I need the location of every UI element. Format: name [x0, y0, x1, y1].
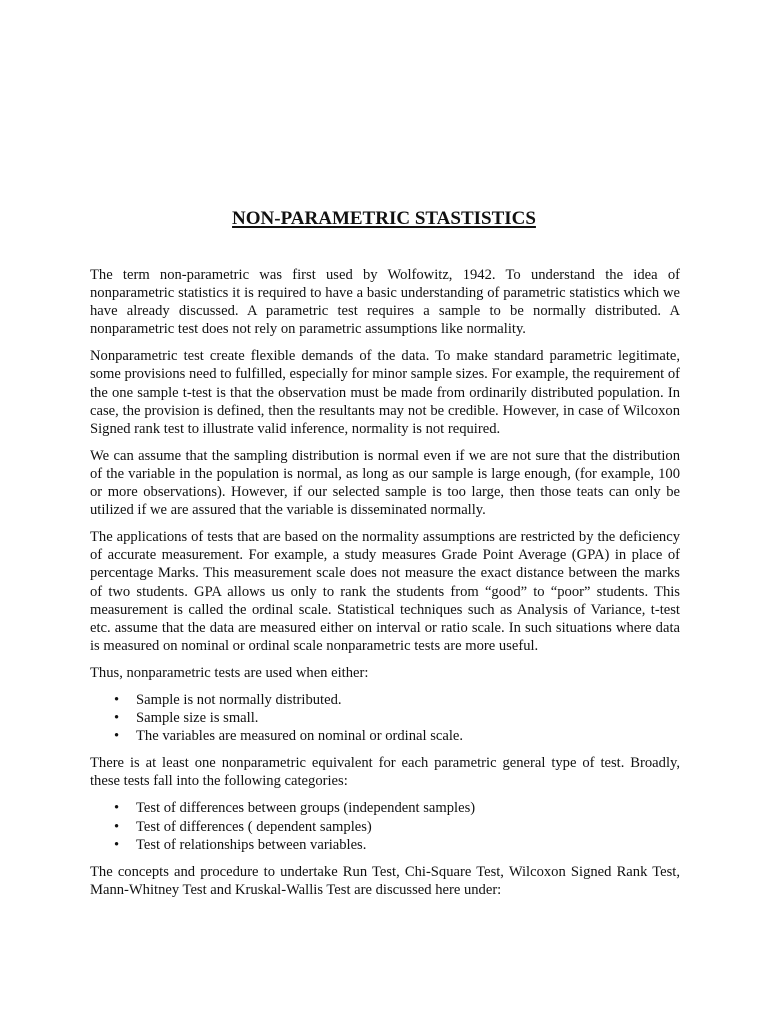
list-item	[90, 799, 680, 817]
list-item-text: Test of relationships between variables.	[136, 836, 367, 853]
page-title	[0, 207, 768, 231]
bullet-icon: •	[114, 691, 120, 708]
bullet-icon: •	[114, 728, 120, 745]
list-item	[90, 727, 680, 745]
bullet-icon: •	[114, 800, 120, 817]
list-item-text: Sample size is small.	[136, 710, 259, 727]
paragraph-when-used: Thus, nonparametric tests are used when either:	[90, 664, 369, 681]
paragraph-closing: The concepts and procedure to undertake Run Test, Chi-Square Test, Wilcoxon Signed Rank Test, Mann-Whitney Test and Kruskal-Wallis Test are discussed here under:	[90, 863, 680, 898]
list-when-used	[90, 691, 680, 745]
list-item	[90, 691, 680, 709]
list-item-text: Test of differences ( dependent samples)	[136, 818, 372, 835]
paragraph-intro: The term non-parametric was first used by Wolfowitz, 1942. To understand the idea of nonparametric statistics it is required to have a basic understanding of parametric statistics which we have already discussed. A parametric test requires a sample to be normally distributed. A nonparametric test does not rely on parametric assumptions like normality.	[90, 267, 680, 338]
paragraph-sampling-distribution: We can assume that the sampling distribution is normal even if we are not sure that the distribution of the variable in the population is normal, as long as our sample is large enough, (for example, 100 or more observations). However, if our selected sample is too large, then those teats can only be utilized if we are assured that the variable is disseminated normally.	[90, 447, 680, 519]
list-item	[90, 836, 680, 854]
bullet-icon: •	[114, 836, 120, 853]
paragraph-applications: The applications of tests that are based on the normality assumptions are restricted by the deficiency of accurate measurement. For example, a study measures Grade Point Average (GPA) in place of percentage Marks. This measurement scale does not measure the exact distance between the marks of two students. GPA allows us only to rank the students from “good” to “poor” students. This measurement is called the ordinal scale. Statistical techniques such as Analysis of Variance, t-test etc. assume that the data are measured either on interval or ratio scale. In such situations where data is measured on nominal or ordinal scale nonparametric tests are more useful.	[90, 529, 680, 654]
document-body	[90, 266, 680, 908]
list-item-text: The variables are measured on nominal or ordinal scale.	[136, 728, 464, 745]
list-item-text: Test of differences between groups (independent samples)	[136, 800, 476, 817]
list-item	[90, 818, 680, 836]
bullet-icon: •	[114, 818, 120, 835]
page-title-text: NON-PARAMETRIC STASTISTICS	[232, 208, 536, 229]
list-item	[90, 709, 680, 727]
paragraph-categories: There is at least one nonparametric equivalent for each parametric general type of test. Broadly, these tests fall into the following categories:	[90, 755, 680, 790]
list-categories	[90, 799, 680, 853]
list-item-text: Sample is not normally distributed.	[136, 691, 342, 708]
paragraph-flexible-demands: Nonparametric test create flexible demands of the data. To make standard parametric legitimate, some provisions need to fulfilled, especially for minor sample sizes. For example, the requirement of the one sample t-test is that the observation must be made from ordinarily distributed population. In case, the provision is defined, then the resultants may not be credible. However, in case of Wilcoxon Signed rank test to illustrate valid inference, normality is not required.	[90, 348, 680, 437]
bullet-icon: •	[114, 710, 120, 727]
